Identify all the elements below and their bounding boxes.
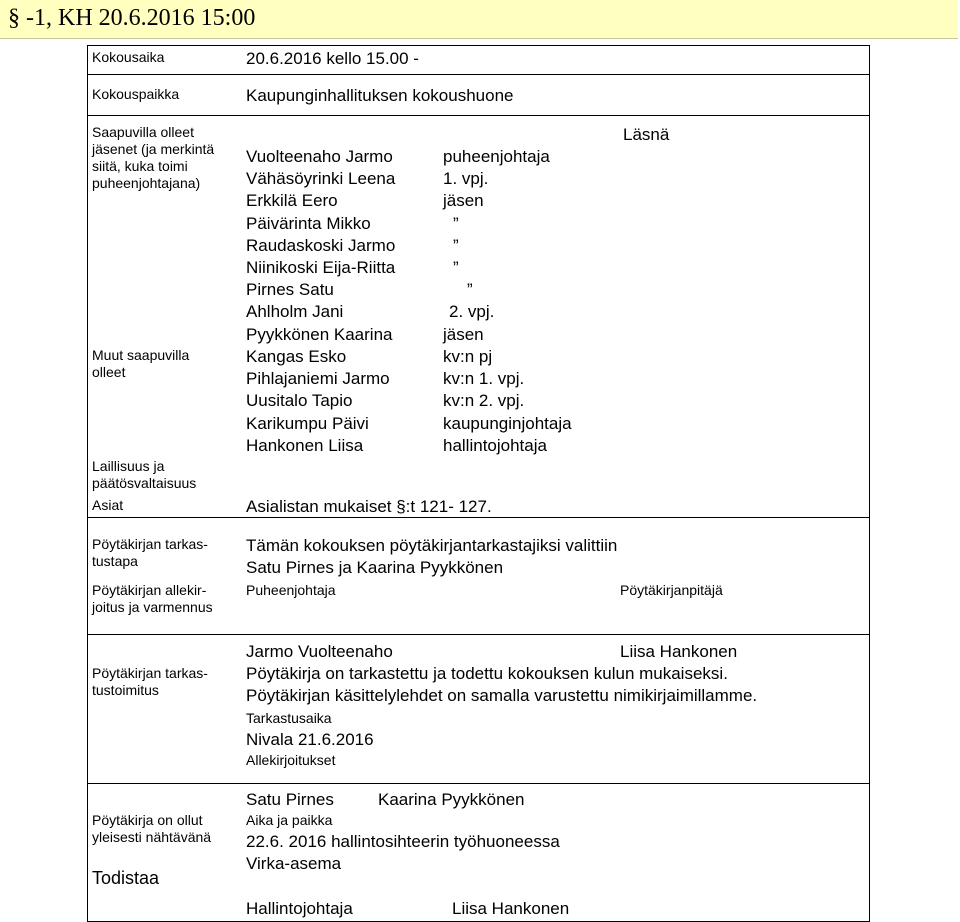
tarkastustoimitus-label: Pöytäkirjan tarkas- tustoimitus bbox=[92, 665, 208, 698]
asiat-label: Asiat bbox=[92, 497, 124, 513]
signer-1: Satu Pirnes bbox=[246, 790, 334, 809]
member-name: Hankonen Liisa bbox=[246, 435, 364, 455]
member-names bbox=[246, 146, 395, 346]
kokouspaikka-label: Kokouspaikka bbox=[92, 86, 180, 102]
todistaja-title: Hallintojohtaja bbox=[246, 899, 353, 918]
lasna-heading: Läsnä bbox=[623, 125, 670, 144]
asiat-value: Asialistan mukaiset §:t 121- 127. bbox=[246, 497, 492, 516]
member-name: Niinikoski Eija-Riitta bbox=[246, 258, 396, 278]
member-role: 2. vpj. bbox=[449, 302, 495, 322]
member-role: kv:n 1. vpj. bbox=[443, 369, 525, 389]
kokousaika-label: Kokousaika bbox=[92, 49, 165, 65]
member-role: kaupunginjohtaja bbox=[443, 413, 572, 433]
member-role: puheenjohtaja bbox=[443, 147, 550, 166]
nahtavana-label: Pöytäkirja on ollut yleisesti nähtävänä bbox=[92, 812, 212, 845]
member-roles bbox=[443, 146, 550, 346]
signer-2: Kaarina Pyykkönen bbox=[378, 790, 525, 809]
tarkastustapa-label: Pöytäkirjan tarkas- tustapa bbox=[92, 536, 208, 569]
member-name: Vähäsöyrinki Leena bbox=[246, 169, 396, 189]
muut-label: Muut saapuvilla olleet bbox=[92, 347, 190, 380]
tarkastusaika-value: Nivala 21.6.2016 bbox=[246, 730, 374, 749]
member-name: Kangas Esko bbox=[246, 347, 347, 366]
row-divider bbox=[87, 115, 869, 116]
member-name: Vuolteenaho Jarmo bbox=[246, 147, 393, 166]
muut-names bbox=[246, 346, 390, 457]
member-name: Uusitalo Tapio bbox=[246, 391, 353, 411]
member-role: 1. vpj. bbox=[443, 169, 489, 189]
member-role: ” bbox=[453, 258, 459, 278]
member-role: ” bbox=[467, 280, 473, 300]
member-role: jäsen bbox=[443, 191, 484, 211]
poytakirjanpitaja-label: Pöytäkirjanpitäjä bbox=[620, 582, 723, 598]
member-name: Erkkilä Eero bbox=[246, 191, 338, 211]
laillisuus-label: Laillisuus ja päätösvaltaisuus bbox=[92, 458, 197, 491]
member-name: Pyykkönen Kaarina bbox=[246, 324, 393, 344]
member-role: kv:n 2. vpj. bbox=[443, 391, 525, 411]
puheenjohtaja-label: Puheenjohtaja bbox=[246, 582, 336, 598]
member-role: hallintojohtaja bbox=[443, 435, 547, 455]
member-role: jäsen bbox=[443, 324, 484, 344]
tarkastustapa-text: Tämän kokouksen pöytäkirjantarkastajiksi valittiin Satu Pirnes ja Kaarina Pyykkönen bbox=[246, 536, 618, 577]
member-name: Pihlajaniemi Jarmo bbox=[246, 369, 390, 389]
puheenjohtaja-name: Jarmo Vuolteenaho bbox=[246, 642, 393, 661]
virka-asema-label: Virka-asema bbox=[246, 854, 342, 873]
member-role: ” bbox=[453, 235, 459, 255]
row-divider bbox=[87, 783, 869, 784]
kokousaika-value: 20.6.2016 kello 15.00 - bbox=[246, 49, 419, 68]
member-role: ” bbox=[453, 213, 459, 233]
todistaa-label: Todistaa bbox=[92, 868, 160, 888]
aika-ja-paikka-value: 22.6. 2016 hallintosihteerin työhuoneessa bbox=[246, 832, 560, 851]
member-name: Raudaskoski Jarmo bbox=[246, 235, 396, 255]
saapuvilla-label: Saapuvilla olleet jäsenet (ja merkintä siitä, kuka toimi puheenjohtajana) bbox=[92, 124, 215, 191]
tarkastustoimitus-text: Pöytäkirja on tarkastettu ja todettu kokouksen kulun mukaiseksi. Pöytäkirjan käsittelylehdet on samalla varustettu nimikirjaimillamme. bbox=[246, 664, 758, 705]
member-name: Pirnes Satu bbox=[246, 280, 334, 300]
member-name: Päivärinta Mikko bbox=[246, 213, 371, 233]
row-divider bbox=[87, 74, 869, 75]
todistaja-name: Liisa Hankonen bbox=[452, 899, 570, 918]
member-role: kv:n pj bbox=[443, 347, 493, 366]
document-header bbox=[0, 0, 958, 39]
allekirjoitus-label: Pöytäkirjan allekir- joitus ja varmennus bbox=[92, 582, 213, 615]
poytakirjanpitaja-name: Liisa Hankonen bbox=[620, 642, 738, 661]
aika-ja-paikka-label: Aika ja paikka bbox=[246, 812, 333, 828]
section-title: § -1, KH 20.6.2016 15:00 bbox=[8, 5, 256, 31]
member-name: Karikumpu Päivi bbox=[246, 413, 369, 433]
member-name: Ahlholm Jani bbox=[246, 302, 344, 322]
allekirjoitukset-label: Allekirjoitukset bbox=[246, 752, 336, 768]
muut-roles bbox=[443, 346, 572, 457]
tarkastusaika-label: Tarkastusaika bbox=[246, 710, 332, 726]
row-divider bbox=[87, 517, 869, 518]
kokouspaikka-value: Kaupunginhallituksen kokoushuone bbox=[246, 86, 514, 105]
row-divider bbox=[87, 634, 869, 635]
